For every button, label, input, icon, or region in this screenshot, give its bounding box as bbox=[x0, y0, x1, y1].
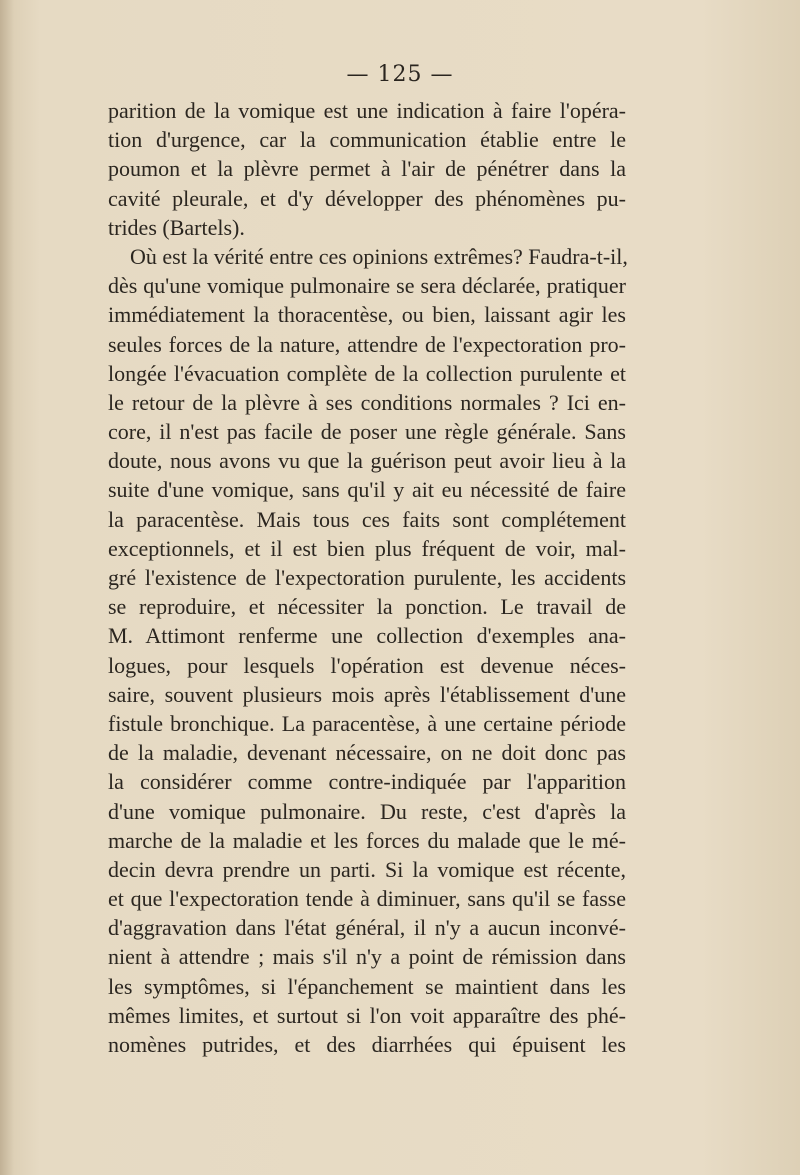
text-line: immédiatement la thoracentèse, ou bien, laissant agir les bbox=[108, 302, 626, 328]
text-line: mêmes limites, et surtout si l'on voit apparaître des phé- bbox=[108, 1002, 626, 1028]
text-line: cavité pleurale, et d'y développer des phénomènes pu- bbox=[108, 185, 626, 211]
body-text bbox=[108, 96, 626, 1059]
text-line: se reproduire, et nécessiter la ponction. Le travail de bbox=[108, 594, 626, 620]
text-line: core, il n'est pas facile de poser une règle générale. Sans bbox=[108, 419, 626, 445]
text-line: de la maladie, devenant nécessaire, on ne doit donc pas bbox=[108, 740, 626, 766]
text-line: M. Attimont renferme une collection d'exemples ana- bbox=[108, 623, 626, 649]
text-line: suite d'une vomique, sans qu'il y ait eu nécessité de faire bbox=[108, 477, 626, 503]
text-line: trides (Bartels). bbox=[108, 214, 245, 240]
text-line: dès qu'une vomique pulmonaire se sera déclarée, pratiquer bbox=[108, 273, 626, 299]
text-line: la considérer comme contre-indiquée par l'apparition bbox=[108, 769, 626, 795]
text-line: Où est la vérité entre ces opinions extrêmes? Faudra-t-il, bbox=[130, 243, 628, 269]
text-line: poumon et la plèvre permet à l'air de pénétrer dans la bbox=[108, 156, 626, 182]
text-line: les symptômes, si l'épanchement se maintient dans les bbox=[108, 973, 626, 999]
text-line: nient à attendre ; mais s'il n'y a point de rémission dans bbox=[108, 944, 626, 970]
text-line: d'une vomique pulmonaire. Du reste, c'est d'après la bbox=[108, 798, 626, 824]
text-line: marche de la maladie et les forces du malade que le mé- bbox=[108, 827, 626, 853]
text-line: d'aggravation dans l'état général, il n'y a aucun inconvé- bbox=[108, 915, 626, 941]
text-line: tion d'urgence, car la communication établie entre le bbox=[108, 127, 626, 153]
text-line: saire, souvent plusieurs mois après l'établissement d'une bbox=[108, 681, 626, 707]
text-line: la paracentèse. Mais tous ces faits sont complétement bbox=[108, 506, 626, 532]
text-line: decin devra prendre un parti. Si la vomique est récente, bbox=[108, 856, 626, 882]
page-spine-shadow bbox=[0, 0, 14, 1175]
text-line: le retour de la plèvre à ses conditions normales ? Ici en- bbox=[108, 389, 626, 415]
text-line: parition de la vomique est une indication à faire l'opéra- bbox=[108, 98, 626, 123]
text-line: gré l'existence de l'expectoration purulente, les accidents bbox=[108, 565, 626, 590]
text-line: nomènes putrides, et des diarrhées qui épuisent les bbox=[108, 1032, 626, 1057]
text-line: longée l'évacuation complète de la collection purulente et bbox=[108, 360, 626, 386]
text-line: exceptionnels, et il est bien plus fréquent de voir, mal- bbox=[108, 535, 626, 561]
text-line: fistule bronchique. La paracentèse, à une certaine période bbox=[108, 710, 626, 736]
page-number: — 125 — bbox=[346, 62, 454, 87]
text-line: doute, nous avons vu que la guérison peut avoir lieu à la bbox=[108, 448, 626, 474]
text-line: logues, pour lesquels l'opération est devenue néces- bbox=[108, 652, 626, 678]
text-line: seules forces de la nature, attendre de l'expectoration pro- bbox=[108, 331, 626, 357]
text-line: et que l'expectoration tende à diminuer, sans qu'il se fasse bbox=[108, 886, 626, 912]
